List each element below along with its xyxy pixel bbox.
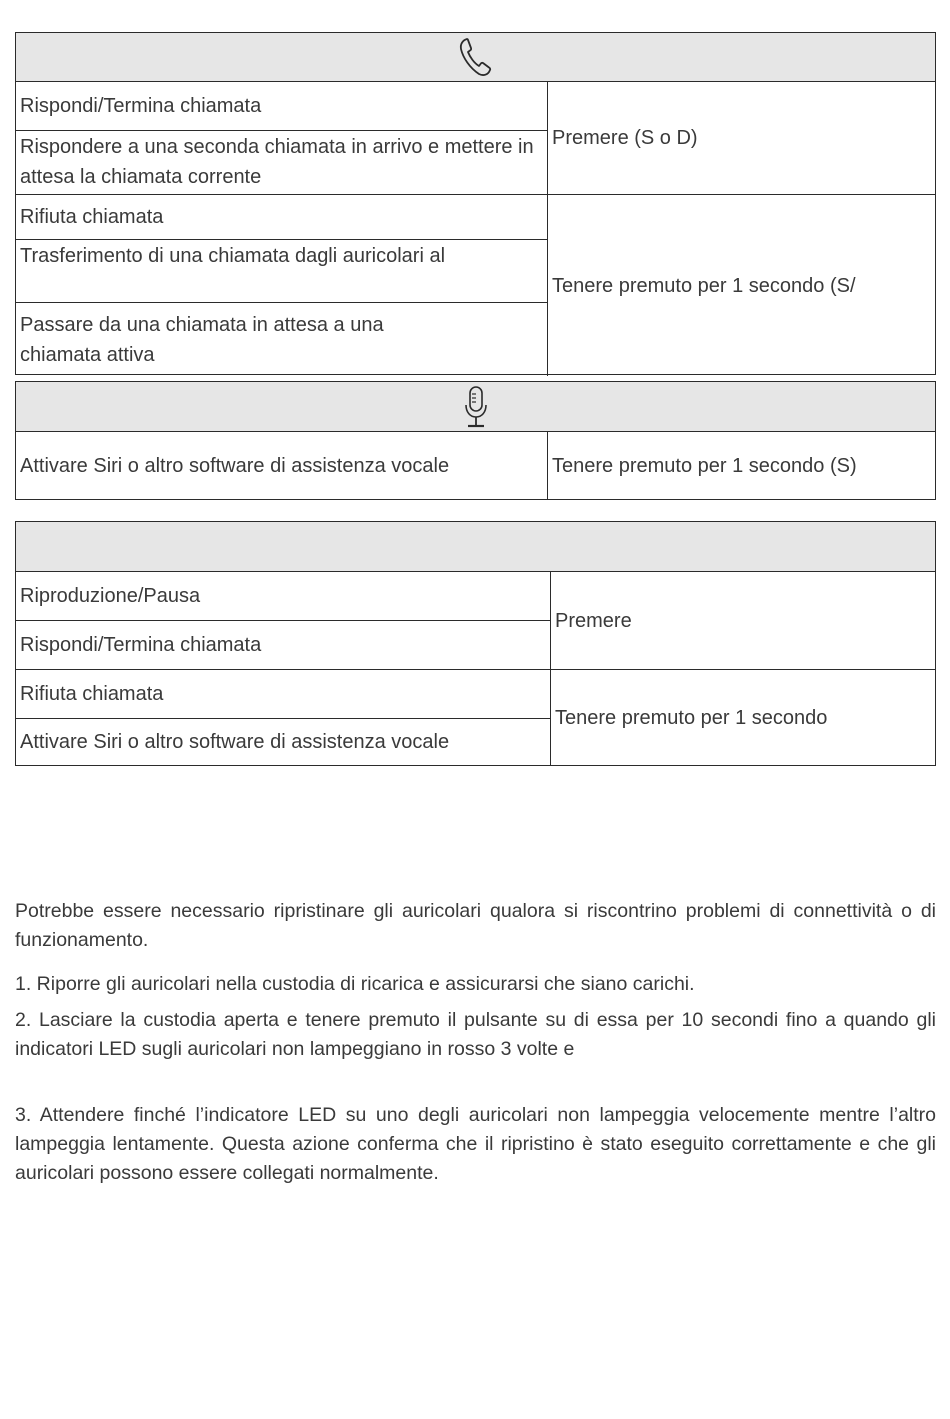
music-group-hold [16,669,935,766]
microphone-icon [461,384,491,430]
table-row: Attivare Siri o altro software di assistenza vocale [16,718,550,766]
table-row: Attivare Siri o altro software di assistenza vocale [20,455,450,477]
table-row: Rispondere a una seconda chiamata in arrivo e mettere in attesa la chiamata corrente [16,130,547,194]
reset-step-2: 2. Lasciare la custodia aperta e tenere premuto il pulsante su di essa per 10 secondi fino a quando gli indicatori LED sugli auricolari non lampeggiano in rosso 3 volte e [15,1009,936,1060]
table-row: Rispondi/Termina chiamata [16,620,550,669]
table-row: Trasferimento di una chiamata dagli auricolari al [16,239,547,302]
table-row: Rifiuta chiamata [20,683,164,705]
table-row: Rispondi/Termina chiamata [20,95,262,117]
music-group-press [16,572,935,669]
calls-group-hold [16,194,935,376]
table-row: Rifiuta chiamata [20,206,164,228]
calls-table [15,32,936,375]
calls-table-header [16,33,935,82]
reset-step-3: 3. Attendere finché l’indicatore LED su uno degli auricolari non lampeggia velocemente mentre l’altro lampeggia lentamente. Questa azione conferma che il ripristino è stato eseguito correttamente e che gli auricolari possono essere collegati normalmente. [15,1104,936,1184]
voice-action: Tenere premuto per 1 secondo (S) [552,455,857,477]
voice-table [15,381,936,500]
music-table [15,521,936,766]
calls-group-press [16,82,935,194]
phone-icon [458,36,494,78]
music-table-header [16,522,935,572]
action-hold: Tenere premuto per 1 secondo (S/ [552,274,856,297]
music-action-hold: Tenere premuto per 1 secondo [555,707,828,729]
table-row: Passare da una chiamata in attesa a una chiamata attiva [16,302,547,376]
table-row: Riproduzione/Pausa [20,585,201,607]
music-action-press: Premere [555,609,632,632]
reset-step-1: 1. Riporre gli auricolari nella custodia di ricarica e assicurarsi che siano carichi. [15,973,695,995]
reset-intro: Potrebbe essere necessario ripristinare gli auricolari qualora si riscontrino problemi di connettività o di funzionamento. [15,900,936,951]
voice-table-header [16,382,935,432]
action-press: Premere (S o D) [552,127,698,149]
